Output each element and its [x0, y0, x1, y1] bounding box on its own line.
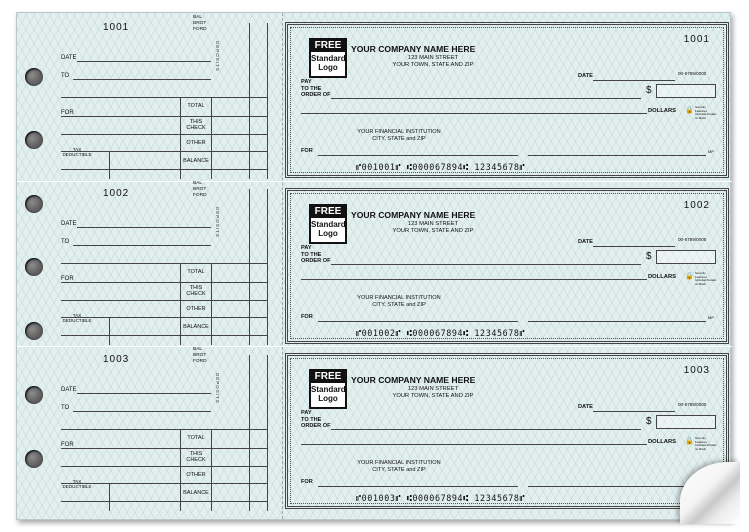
payee-line[interactable]: [331, 98, 641, 99]
total-label: TOTAL: [187, 435, 205, 441]
memo-line[interactable]: [318, 321, 518, 322]
bank-name: YOUR FINANCIAL INSTITUTION CITY, STATE and ZIP: [357, 295, 441, 308]
security-features-note: Security Features Included Details on Back: [695, 105, 717, 120]
check-stub: [17, 179, 282, 344]
check-body: [285, 22, 729, 178]
bank-name: YOUR FINANCIAL INSTITUTION CITY, STATE and ZIP: [357, 129, 441, 142]
tax-deductible-label: TAX DEDUCTIBLE: [62, 479, 92, 489]
to-line[interactable]: [73, 411, 211, 412]
micr-line: ⑈001003⑈ ⑆000067894⑆ 12345678⑈: [356, 493, 526, 503]
stub-line: [61, 501, 267, 502]
date-line[interactable]: [77, 61, 211, 62]
bal-brot-ford-label: BAL BROT FORD: [193, 181, 207, 198]
micr-line: ⑈001001⑈ ⑆000067894⑆ 12345678⑈: [356, 162, 526, 172]
stub-line: [61, 335, 267, 336]
signature-line[interactable]: [528, 486, 706, 487]
mp-mark: MP: [708, 315, 714, 320]
routing-fraction: 00-6789/0000: [678, 237, 707, 242]
stub-divider: [109, 483, 110, 511]
to-line[interactable]: [73, 245, 211, 246]
stub-divider: [180, 97, 181, 179]
check-stub: [17, 345, 282, 510]
stub-line: [61, 300, 267, 301]
tax-deductible-label: TAX DEDUCTIBLE: [62, 147, 92, 157]
free-standard-logo: FREE Standard Logo: [309, 204, 347, 244]
padlock-icon: 🔒: [685, 107, 694, 114]
date-label: DATE: [578, 239, 593, 245]
company-name: YOUR COMPANY NAME HERE: [351, 44, 476, 54]
dollars-label: DOLLARS: [648, 274, 677, 280]
balance-label: BALANCE: [183, 158, 209, 164]
this-check-label: THIS CHECK: [186, 285, 206, 297]
deposits-label: DEPOSITS: [215, 373, 220, 404]
stub-divider: [109, 151, 110, 179]
memo-label: FOR: [301, 314, 313, 320]
amount-box[interactable]: [656, 415, 716, 429]
stub-divider: [249, 189, 250, 345]
date-line[interactable]: [77, 393, 211, 394]
date-label: DATE: [61, 221, 77, 227]
stub-divider: [180, 429, 181, 511]
total-label: TOTAL: [187, 103, 205, 109]
security-features-note: Security Features Included Details on Back: [695, 436, 717, 451]
date-line[interactable]: [77, 227, 211, 228]
check-body: [285, 188, 729, 344]
stub-divider: [211, 263, 212, 345]
deposits-label: DEPOSITS: [215, 207, 220, 238]
to-line[interactable]: [73, 79, 211, 80]
stub-number: 1002: [103, 188, 130, 199]
memo-line[interactable]: [318, 155, 518, 156]
company-address: 123 MAIN STREET YOUR TOWN, STATE AND ZIP: [392, 221, 474, 234]
for-label: FOR: [61, 442, 74, 448]
amount-words-line[interactable]: [301, 113, 647, 114]
amount-box[interactable]: [656, 84, 716, 98]
for-line[interactable]: [61, 116, 267, 117]
stub-divider: [267, 23, 268, 179]
company-name: YOUR COMPANY NAME HERE: [351, 375, 476, 385]
stub-divider: [267, 189, 268, 345]
date-line[interactable]: [593, 80, 675, 81]
padlock-icon: 🔒: [685, 438, 694, 445]
dollar-sign: $: [646, 251, 652, 262]
amount-words-line[interactable]: [301, 279, 647, 280]
date-label: DATE: [61, 387, 77, 393]
stub-line: [61, 263, 267, 264]
to-label: TO: [61, 405, 70, 411]
company-address: 123 MAIN STREET YOUR TOWN, STATE AND ZIP: [392, 55, 474, 68]
routing-fraction: 00-6789/0000: [678, 402, 707, 407]
stub-line: [61, 466, 267, 467]
other-label: OTHER: [186, 306, 206, 312]
company-address: 123 MAIN STREET YOUR TOWN, STATE AND ZIP: [392, 386, 474, 399]
stub-line: [61, 429, 267, 430]
date-line[interactable]: [593, 411, 675, 412]
check-body: [285, 353, 729, 509]
memo-label: FOR: [301, 479, 313, 485]
to-label: TO: [61, 73, 70, 79]
date-label: DATE: [578, 404, 593, 410]
bal-brot-ford-label: BAL BROT FORD: [193, 347, 207, 364]
routing-fraction: 00-6789/0000: [678, 71, 707, 76]
check-number: 1001: [683, 34, 710, 45]
amount-words-line[interactable]: [301, 444, 647, 445]
check-stub: [17, 13, 282, 178]
stub-line: [61, 169, 267, 170]
this-check-label: THIS CHECK: [186, 451, 206, 463]
stub-divider: [267, 355, 268, 511]
stub-number: 1001: [103, 22, 130, 33]
amount-box[interactable]: [656, 250, 716, 264]
deposits-label: DEPOSITS: [215, 41, 220, 72]
date-label: DATE: [61, 55, 77, 61]
for-line[interactable]: [61, 448, 267, 449]
date-line[interactable]: [593, 246, 675, 247]
total-label: TOTAL: [187, 269, 205, 275]
bal-brot-ford-label: BAL BROT FORD: [193, 15, 207, 32]
dollars-label: DOLLARS: [648, 439, 677, 445]
signature-line[interactable]: [528, 321, 706, 322]
dollars-label: DOLLARS: [648, 108, 677, 114]
balance-label: BALANCE: [183, 324, 209, 330]
balance-label: BALANCE: [183, 490, 209, 496]
this-check-label: THIS CHECK: [186, 119, 206, 131]
free-standard-logo: FREE Standard Logo: [309, 38, 347, 78]
payee-line[interactable]: [331, 264, 641, 265]
stub-number: 1003: [103, 354, 130, 365]
for-label: FOR: [61, 276, 74, 282]
date-label: DATE: [578, 73, 593, 79]
perforation-line: [282, 13, 283, 519]
stub-divider: [180, 263, 181, 345]
security-features-note: Security Features Included Details on Back: [695, 271, 717, 286]
for-line[interactable]: [61, 282, 267, 283]
stub-line: [61, 134, 267, 135]
to-label: TO: [61, 239, 70, 245]
bank-name: YOUR FINANCIAL INSTITUTION CITY, STATE and ZIP: [357, 460, 441, 473]
dollar-sign: $: [646, 416, 652, 427]
company-name: YOUR COMPANY NAME HERE: [351, 210, 476, 220]
padlock-icon: 🔒: [685, 273, 694, 280]
pay-to-label: PAY TO THE ORDER OF: [301, 245, 331, 264]
dollar-sign: $: [646, 85, 652, 96]
pay-to-label: PAY TO THE ORDER OF: [301, 410, 331, 429]
free-standard-logo: FREE Standard Logo: [309, 369, 347, 409]
memo-label: FOR: [301, 148, 313, 154]
stub-divider: [211, 97, 212, 179]
signature-line[interactable]: [528, 155, 706, 156]
for-label: FOR: [61, 110, 74, 116]
tax-deductible-label: TAX DEDUCTIBLE: [62, 313, 92, 323]
stub-divider: [109, 317, 110, 345]
stub-divider: [249, 23, 250, 179]
mp-mark: MP: [708, 149, 714, 154]
pay-to-label: PAY TO THE ORDER OF: [301, 79, 331, 98]
memo-line[interactable]: [318, 486, 518, 487]
stub-line: [61, 97, 267, 98]
payee-line[interactable]: [331, 429, 641, 430]
stub-divider: [249, 355, 250, 511]
check-sheet: [16, 12, 731, 520]
check-number: 1003: [683, 365, 710, 376]
check-number: 1002: [683, 200, 710, 211]
other-label: OTHER: [186, 140, 206, 146]
stub-divider: [211, 429, 212, 511]
micr-line: ⑈001002⑈ ⑆000067894⑆ 12345678⑈: [356, 328, 526, 338]
other-label: OTHER: [186, 472, 206, 478]
